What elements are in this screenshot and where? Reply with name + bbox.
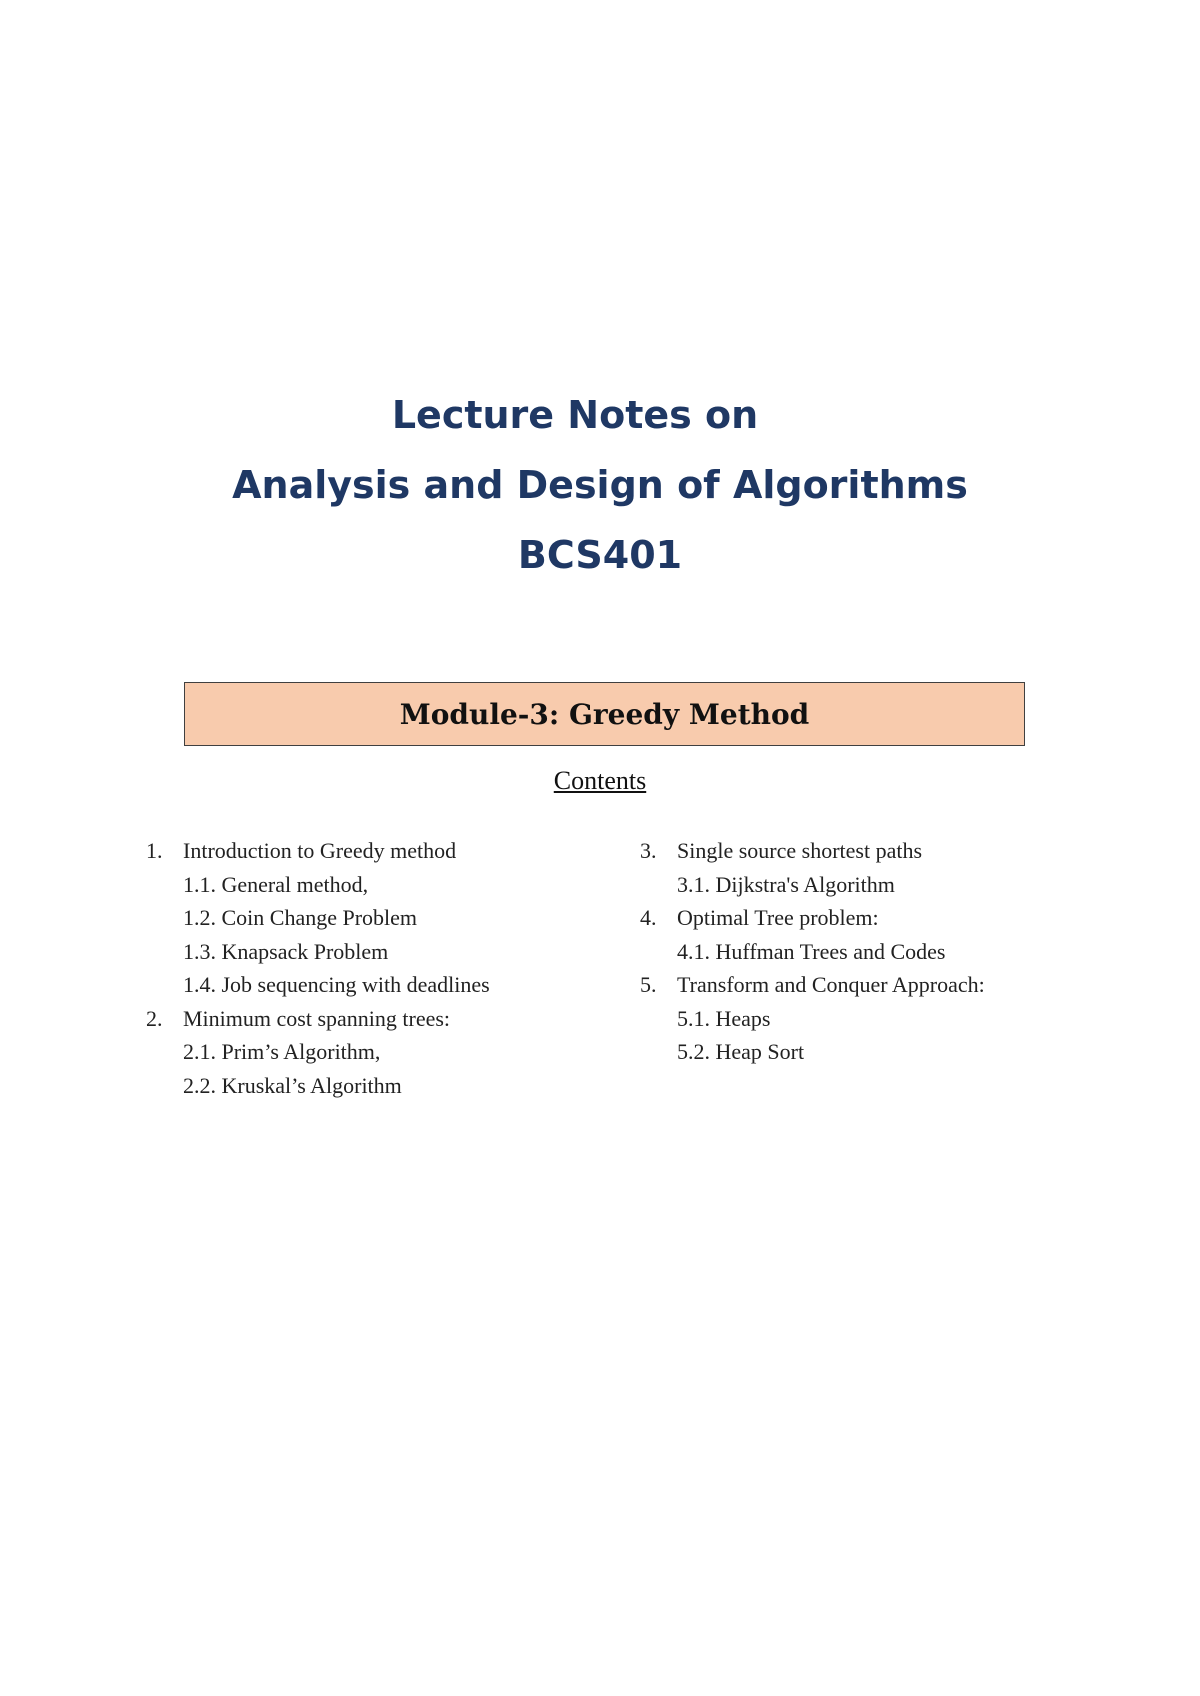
toc-item-number: 1.: [146, 838, 163, 863]
toc-subitem-label: 5.2. Heap Sort: [677, 1039, 805, 1064]
toc-item: [640, 834, 1070, 868]
toc-left-column: [146, 834, 616, 1102]
toc-subitem: [146, 1069, 616, 1103]
toc-item: [146, 1002, 616, 1036]
title-block: [0, 380, 1200, 590]
toc-right-column: [640, 834, 1070, 1069]
toc-subitem-label: 1.3. Knapsack Problem: [183, 938, 389, 964]
toc-item-label: Introduction to Greedy method: [183, 838, 457, 863]
title-line-2: Analysis and Design of Algorithms: [232, 463, 968, 507]
toc-subitem: [640, 1002, 1070, 1036]
toc-item-number: 5.: [640, 972, 657, 997]
toc-item: [146, 834, 616, 868]
toc-item: [640, 968, 1070, 1002]
toc-subitem: [146, 901, 616, 935]
toc-subitem-label: 3.1. Dijkstra's Algorithm: [677, 871, 895, 897]
toc-subitem: [146, 868, 616, 902]
toc-item-number: 2.: [146, 1005, 163, 1031]
toc-item-number: 3.: [640, 838, 657, 863]
toc-subitem-label: 1.1. General method,: [183, 871, 369, 897]
toc-subitem: [146, 968, 616, 1002]
toc-subitem-label: 2.1. Prim’s Algorithm,: [183, 1039, 381, 1064]
toc-subitem-label: 5.1. Heaps: [677, 1005, 771, 1031]
contents-heading: Contents: [553, 766, 647, 795]
toc-item-label: Minimum cost spanning trees:: [183, 1005, 451, 1031]
toc-item-label: Optimal Tree problem:: [677, 905, 879, 930]
toc-subitem: [640, 868, 1070, 902]
toc-item-label: Single source shortest paths: [677, 838, 923, 863]
toc-subitem: [640, 935, 1070, 969]
toc-subitem-label: 1.4. Job sequencing with deadlines: [183, 972, 490, 997]
toc-subitem-label: 4.1. Huffman Trees and Codes: [677, 938, 946, 964]
toc-subitem: [146, 1035, 616, 1069]
title-line-1: Lecture Notes on: [391, 393, 759, 437]
module-title: Module-3: Greedy Method: [399, 697, 810, 731]
toc-subitem: [146, 935, 616, 969]
toc-item: [640, 901, 1070, 935]
course-code: BCS401: [517, 533, 683, 577]
module-banner: [184, 682, 1025, 746]
toc-subitem: [640, 1035, 1070, 1069]
toc-item-number: 4.: [640, 905, 657, 930]
toc-subitem-label: 2.2. Kruskal’s Algorithm: [183, 1072, 402, 1098]
toc-item-label: Transform and Conquer Approach:: [677, 972, 985, 997]
toc-subitem-label: 1.2. Coin Change Problem: [183, 905, 418, 930]
